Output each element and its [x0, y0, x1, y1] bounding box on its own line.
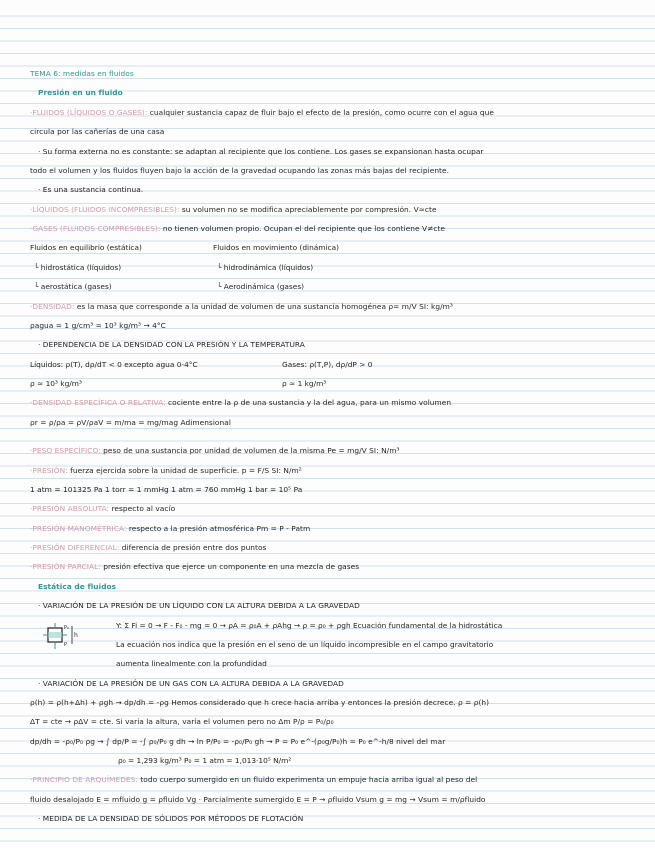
- line-volumen: todo el volumen y los fluidos fluyen bajo la acción de la gravedad ocupando las zonas más bajas del recipiente.: [30, 166, 450, 175]
- line-medida-densidad: · MEDIDA DE LA DENSIDAD DE SÓLIDOS POR MÉTODOS DE FLOTACIÓN: [38, 814, 304, 823]
- line-rho-liq: ρ ≈ 10³ kg/m³: [30, 379, 82, 388]
- line-peso-especifico: [30, 446, 641, 456]
- line-gas-ec4: ρ₀ = 1,293 kg/m³ P₀ = 1 atm = 1,013·10⁵ N/m²: [118, 756, 292, 765]
- line-densidad-agua: ρagua = 1 g/cm³ = 10³ kg/m³ → 4°C: [30, 321, 166, 330]
- line-liquidos: [30, 205, 641, 215]
- fluid-element-diagram: [42, 622, 80, 650]
- term-presion: ·PRESIÓN:: [30, 466, 68, 475]
- line-gases-TP: Gases: ρ(T,P), dρ/dP > 0: [282, 360, 373, 369]
- line-variacion-gas: · VARIACIÓN DE LA PRESIÓN DE UN GAS CON LA ALTURA DEBIDA A LA GRAVEDAD: [38, 679, 344, 688]
- def-presion: fuerza ejercida sobre la unidad de superficie. p = F/S SI: N/m²: [67, 466, 302, 475]
- line-gas-ec1: ρ(h) = ρ(h+Δh) + ρgh → dp/dh = -ρg Hemos considerado que h crece hacia arriba y entonces la presión decrece. ρ = ρ(h): [30, 698, 490, 707]
- line-ecuacion-fundamental: Y: Σ Fi = 0 → F - F₀ - mg = 0 → ρA = ρ₀A + ρAhg → ρ = ρ₀ + ρgh Ecuación fundamental de la hidrostática: [116, 621, 503, 630]
- term-diferencial: ·PRESIÓN DIFERENCIAL:: [30, 543, 120, 552]
- line-aumenta: aumenta linealmente con la profundidad: [116, 659, 267, 668]
- term-parcial: ·PRESIÓN PARCIAL:: [30, 562, 101, 571]
- line-manometrica: [30, 524, 641, 534]
- def-fluidos: cualquier sustancia capaz de fluir bajo el efecto de la presión, como ocurre con el agua que: [147, 108, 494, 117]
- term-liquidos: ·LÍQUIDOS (FLUIDOS INCOMPRESIBLES):: [30, 205, 180, 214]
- def-densidad: es la masa que corresponde a la unidad de volumen de una sustancia homogénea ρ= m/V SI: kg/m³: [74, 302, 453, 311]
- label-p: P: [64, 642, 68, 648]
- line-unidades: 1 atm = 101325 Pa 1 torr = 1 mmHg 1 atm = 760 mmHg 1 bar = 10⁵ Pa: [30, 485, 303, 494]
- line-liquidos-T: Líquidos: ρ(T), dρ/dT < 0 excepto agua 0-4°C: [30, 360, 198, 369]
- line-fluidos-2: circula por las cañerías de una casa: [30, 127, 165, 136]
- def-arquimedes: todo cuerpo sumergido en un fluido experimenta un empuje hacia arriba igual al peso del: [137, 775, 478, 784]
- line-dependencia: · DEPENDENCIA DE LA DENSIDAD CON LA PRESIÓN Y LA TEMPERATURA: [38, 340, 305, 349]
- line-absoluta: [30, 504, 641, 514]
- def-gases: no tienen volumen propio. Ocupan el del recipiente que los contiene V≠cte: [160, 224, 446, 233]
- section-estatica: Estática de fluidos: [38, 582, 117, 591]
- line-arquimedes: [30, 775, 641, 785]
- line-variacion-liquido: · VARIACIÓN DE LA PRESIÓN DE UN LÍQUIDO CON LA ALTURA DEBIDA A LA GRAVEDAD: [38, 601, 360, 610]
- line-forma: · Su forma externa no es constante: se adaptan al recipiente que los contiene. Los gases se expansionan hasta ocupar: [38, 147, 484, 156]
- line-relativa: [30, 398, 641, 408]
- term-fluidos: ·FLUIDOS (LÍQUIDOS O GASES):: [30, 108, 148, 117]
- fluid-element-sketch: [42, 622, 80, 650]
- line-presion: [30, 466, 641, 476]
- line-aerostatica: └ aerostática (gases): [34, 282, 112, 291]
- def-absoluta: respecto al vacío: [109, 504, 176, 513]
- term-absoluta: ·PRESIÓN ABSOLUTA:: [30, 504, 110, 513]
- def-diferencial: diferencia de presión entre dos puntos: [119, 543, 267, 552]
- line-gas-ec2: ΔT = cte → ρΔV = cte. Si varía la altura, varía el volumen pero no Δm P/ρ = P₀/ρ₀: [30, 717, 334, 726]
- line-densidad: [30, 302, 641, 312]
- line-aerodinamica: └ Aerodinámica (gases): [217, 282, 305, 291]
- line-diferencial: [30, 543, 641, 553]
- def-parcial: presión efectiva que ejerce un componente en una mezcla de gases: [100, 562, 360, 571]
- line-arquimedes-2: fluido desalojado E = mfluido g = ρfluido Vg · Parcialmente sumergido E = P → ρfluido Vsum g = mg → Vsum = m/ρfluido: [30, 795, 486, 804]
- line-fluidos: [30, 108, 641, 118]
- line-parcial: [30, 562, 641, 572]
- line-gases: [30, 224, 641, 234]
- section-presion: Presión en un fluido: [38, 88, 123, 97]
- def-manometrica: respecto a la presión atmosférica Pm = P - Patm: [126, 524, 311, 533]
- term-manometrica: ·PRESIÓN MANOMÉTRICA:: [30, 524, 127, 533]
- line-hidrostatica: └ hidrostática (líquidos): [34, 263, 122, 272]
- def-peso-especifico: peso de una sustancia por unidad de volumen de la misma Pe = mg/V SI: N/m³: [100, 446, 400, 455]
- def-relativa: cociente entre la ρ de una sustancia y la del agua, para un mismo volumen: [165, 398, 452, 407]
- line-rho-gas: ρ ≈ 1 kg/m³: [282, 379, 327, 388]
- line-equilibrio: Fluidos en equilibrio (estática): [30, 243, 142, 252]
- term-densidad: ·DENSIDAD:: [30, 302, 75, 311]
- def-liquidos: su volumen no se modifica apreciablemente por compresión. V≈cte: [179, 205, 437, 214]
- page-title: TEMA 6: medidas en fluidos: [30, 69, 134, 78]
- line-relativa-formula: ρr = ρ/ρa = ρV/ρaV = m/ma = mg/mag Adimensional: [30, 418, 231, 427]
- line-continua: · Es una sustancia continua.: [38, 185, 144, 194]
- line-movimiento: Fluidos en movimiento (dinámica): [213, 243, 340, 252]
- line-ecuacion-explicacion: La ecuación nos indica que la presión en el seno de un líquido incompresible en el campo gravitatorio: [116, 640, 494, 649]
- label-p0: P₀: [64, 625, 70, 631]
- term-relativa: ·DENSIDAD ESPECÍFICA O RELATIVA:: [30, 398, 166, 407]
- line-gas-ec3: dp/dh = -ρ₀/P₀ ρg → ∫ dp/P = -∫ ρ₀/P₀ g dh → ln P/P₀ = -ρ₀/P₀ gh → P = P₀ e^-(ρ₀g/P₀)h = P₀ e^-h/8 nivel del mar: [30, 737, 446, 746]
- term-gases: ·GASES (FLUIDOS COMPRESIBLES):: [30, 224, 161, 233]
- label-h: h: [74, 632, 78, 639]
- term-arquimedes: ·PRINCIPIO DE ARQUÍMEDES:: [30, 775, 138, 784]
- term-peso-especifico: ·PESO ESPECÍFICO:: [30, 446, 101, 455]
- line-hidrodinamica: └ hidrodinámica (líquidos): [217, 263, 314, 272]
